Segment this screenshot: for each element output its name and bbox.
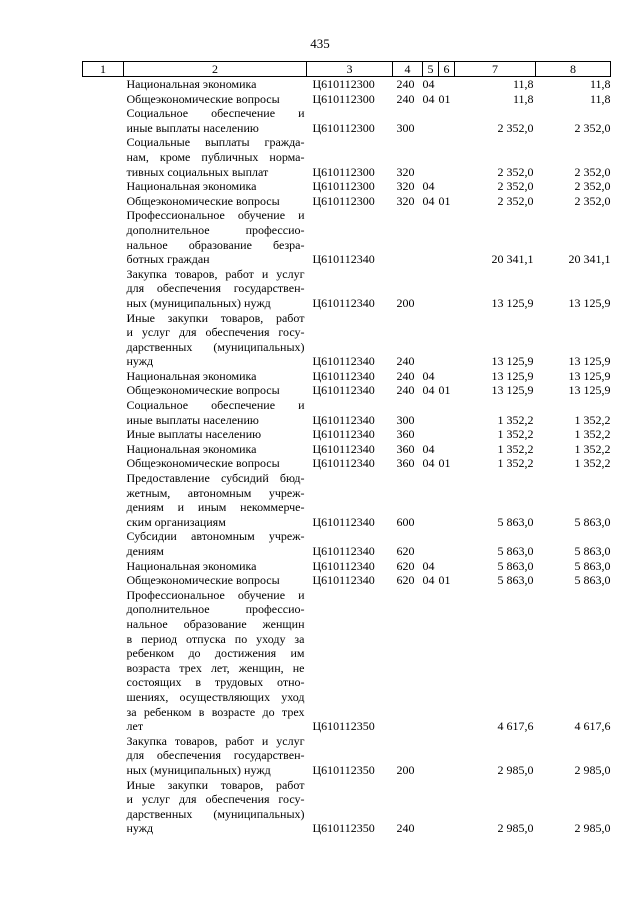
row-description xyxy=(124,778,307,836)
description-line: Иные закупки товаров, работ xyxy=(126,310,305,325)
description-line: Общеэкономические вопросы xyxy=(126,91,280,106)
section-code: 04 xyxy=(422,91,435,106)
expense-type-code: 240 xyxy=(396,821,415,836)
row-description xyxy=(124,267,307,311)
amount-col-7: 5 863,0 xyxy=(497,514,534,529)
table-row xyxy=(83,778,611,836)
table-row xyxy=(83,194,611,209)
row-number-cell xyxy=(83,456,124,471)
subsection-code xyxy=(439,398,455,427)
header-col-6: 6 xyxy=(439,62,455,77)
description-line: для обеспечения государствен- xyxy=(126,748,305,763)
amount-col-7: 1 352,2 xyxy=(497,441,534,456)
description-line: нужд xyxy=(126,354,154,369)
table-row xyxy=(83,369,611,384)
table-row xyxy=(83,92,611,107)
expense-type-code: 320 xyxy=(396,179,415,194)
amount-col-7: 13 125,9 xyxy=(491,354,534,369)
header-col-2: 2 xyxy=(124,62,307,77)
amount-col-7: 2 352,0 xyxy=(497,179,534,194)
target-article-code: Ц610112300 xyxy=(312,179,375,194)
description-line: лет xyxy=(126,719,144,734)
section-code: 04 xyxy=(422,368,435,383)
description-line: дополнительное профессио- xyxy=(126,222,305,237)
subsection-code xyxy=(439,471,455,529)
subsection-code: 01 xyxy=(438,573,451,588)
row-description xyxy=(124,559,307,574)
row-number-cell xyxy=(83,194,124,209)
description-line: иные выплаты населению xyxy=(126,120,259,135)
description-line: Национальная экономика xyxy=(126,77,257,91)
amount-col-8: 5 863,0 xyxy=(574,573,611,588)
row-description xyxy=(124,588,307,734)
section-code xyxy=(423,588,439,734)
table-row xyxy=(83,311,611,369)
description-line: ных (муниципальных) нужд xyxy=(126,295,271,310)
amount-col-7: 2 352,0 xyxy=(497,120,534,135)
description-line: Национальная экономика xyxy=(126,441,257,456)
target-article-code: Ц610112340 xyxy=(312,558,375,573)
description-line: иные выплаты населению xyxy=(126,412,259,427)
expense-type-code: 240 xyxy=(396,91,415,106)
table-row xyxy=(83,398,611,427)
row-description xyxy=(124,427,307,442)
table-row xyxy=(83,442,611,457)
section-code xyxy=(423,471,439,529)
amount-col-7: 1 352,2 xyxy=(497,456,534,471)
table-row xyxy=(83,471,611,529)
table-row xyxy=(83,208,611,266)
amount-col-8: 13 125,9 xyxy=(568,368,611,383)
description-line: Общеэкономические вопросы xyxy=(126,573,280,588)
amount-col-8: 2 352,0 xyxy=(574,120,611,135)
expense-type-code: 620 xyxy=(396,544,415,558)
row-description xyxy=(124,311,307,369)
section-code: 04 xyxy=(422,441,435,456)
header-col-1: 1 xyxy=(83,62,124,77)
row-number-cell xyxy=(83,529,124,558)
description-line: дениям xyxy=(126,544,164,558)
section-code xyxy=(423,778,439,836)
target-article-code: Ц610112300 xyxy=(312,77,375,91)
amount-col-8: 1 352,2 xyxy=(574,427,611,442)
description-line: в период отпуска по уходу за xyxy=(126,631,305,646)
amount-col-7: 5 863,0 xyxy=(497,544,534,558)
amount-col-8: 2 352,0 xyxy=(574,179,611,194)
table-row xyxy=(83,456,611,471)
target-article-code: Ц610112340 xyxy=(312,295,375,310)
row-description xyxy=(124,383,307,398)
expense-type-code: 240 xyxy=(396,77,415,91)
description-line: жетным, автономным учреж- xyxy=(126,485,305,500)
amount-col-7: 4 617,6 xyxy=(497,719,534,734)
description-line: дарственных (муниципальных) xyxy=(126,339,305,354)
table-row xyxy=(83,734,611,778)
table-row xyxy=(83,179,611,194)
row-description xyxy=(124,456,307,471)
description-line: Общеэкономические вопросы xyxy=(126,383,280,398)
amount-col-8: 11,8 xyxy=(589,91,611,106)
row-number-cell xyxy=(83,588,124,734)
table-row xyxy=(83,427,611,442)
expense-type-code: 200 xyxy=(396,295,415,310)
description-line: тивных социальных выплат xyxy=(126,164,269,179)
amount-col-7: 2 352,0 xyxy=(497,164,534,179)
target-article-code: Ц610112340 xyxy=(312,383,375,398)
description-line: ботных граждан xyxy=(126,252,210,267)
subsection-code xyxy=(439,559,455,574)
expense-type-code: 240 xyxy=(396,354,415,369)
subsection-code xyxy=(439,267,455,311)
row-number-cell xyxy=(83,778,124,836)
table-row xyxy=(83,135,611,179)
target-article-code: Ц610112340 xyxy=(312,544,375,558)
row-number-cell xyxy=(83,573,124,588)
description-line: ским организациям xyxy=(126,514,226,529)
subsection-code xyxy=(439,734,455,778)
target-article-code: Ц610112340 xyxy=(312,412,375,427)
target-article-code: Ц610112340 xyxy=(312,441,375,456)
amount-col-8: 13 125,9 xyxy=(568,383,611,398)
section-code: 04 xyxy=(422,383,435,398)
description-line: Общеэкономические вопросы xyxy=(126,456,280,471)
section-code xyxy=(423,398,439,427)
row-number-cell xyxy=(83,179,124,194)
description-line: нальное образование женщин xyxy=(126,616,305,631)
subsection-code xyxy=(439,778,455,836)
table-row xyxy=(83,383,611,398)
expense-type-code: 300 xyxy=(396,412,415,427)
description-line: для обеспечения государствен- xyxy=(126,281,305,296)
table-row xyxy=(83,267,611,311)
subsection-code xyxy=(439,427,455,442)
table-row xyxy=(83,573,611,588)
expense-type-code: 200 xyxy=(396,762,415,777)
description-line: нальное образование безра- xyxy=(126,237,305,252)
row-description xyxy=(124,442,307,457)
row-description xyxy=(124,734,307,778)
header-col-3: 3 xyxy=(307,62,393,77)
amount-col-8: 2 352,0 xyxy=(574,193,611,208)
description-line: дополнительное профессио- xyxy=(126,602,305,617)
description-line: Социальные выплаты гражда- xyxy=(126,135,305,150)
amount-col-7: 5 863,0 xyxy=(497,573,534,588)
target-article-code: Ц610112340 xyxy=(312,456,375,471)
amount-col-7: 2 352,0 xyxy=(497,193,534,208)
row-number-cell xyxy=(83,427,124,442)
row-description xyxy=(124,106,307,135)
description-line: состоящих в трудовых отно- xyxy=(126,675,305,690)
subsection-code xyxy=(439,369,455,384)
target-article-code: Ц610112340 xyxy=(312,573,375,588)
row-number-cell xyxy=(83,471,124,529)
section-code: 04 xyxy=(422,558,435,573)
description-line: Предоставление субсидий бюд- xyxy=(126,471,305,486)
description-line: Иные закупки товаров, работ xyxy=(126,777,305,792)
row-description xyxy=(124,194,307,209)
row-description xyxy=(124,208,307,266)
table-row xyxy=(83,106,611,135)
subsection-code: 01 xyxy=(438,91,451,106)
amount-col-7: 13 125,9 xyxy=(491,383,534,398)
section-code xyxy=(423,734,439,778)
subsection-code xyxy=(439,179,455,194)
amount-col-8: 1 352,2 xyxy=(574,441,611,456)
description-line: Профессиональное обучение и xyxy=(126,208,305,223)
subsection-code: 01 xyxy=(438,383,451,398)
table-row xyxy=(83,588,611,734)
amount-col-8: 13 125,9 xyxy=(568,295,611,310)
row-number-cell xyxy=(83,383,124,398)
description-line: нам, кроме публичных норма- xyxy=(126,149,305,164)
row-number-cell xyxy=(83,734,124,778)
target-article-code: Ц610112300 xyxy=(312,193,375,208)
description-line: Национальная экономика xyxy=(126,179,257,194)
header-row xyxy=(83,62,611,77)
subsection-code: 01 xyxy=(438,456,451,471)
amount-col-8: 1 352,2 xyxy=(574,412,611,427)
description-line: возраста трех лет, женщин, не xyxy=(126,660,305,675)
amount-col-8: 20 341,1 xyxy=(568,252,611,267)
row-number-cell xyxy=(83,106,124,135)
description-line: Социальное обеспечение и xyxy=(126,106,305,121)
header-col-7: 7 xyxy=(455,62,536,77)
amount-col-8: 5 863,0 xyxy=(574,514,611,529)
header-col-5: 5 xyxy=(423,62,439,77)
table-header xyxy=(83,62,611,77)
target-article-code: Ц610112340 xyxy=(312,368,375,383)
target-article-code: Ц610112300 xyxy=(312,120,375,135)
description-line: ных (муниципальных) нужд xyxy=(126,762,271,777)
target-article-code: Ц610112300 xyxy=(312,164,375,179)
row-number-cell xyxy=(83,208,124,266)
target-article-code: Ц610112350 xyxy=(312,821,375,836)
amount-col-7: 11,8 xyxy=(512,77,534,91)
amount-col-7: 13 125,9 xyxy=(491,368,534,383)
description-line: дарственных (муниципальных) xyxy=(126,806,305,821)
subsection-code xyxy=(439,135,455,179)
target-article-code: Ц610112350 xyxy=(312,762,375,777)
amount-col-8: 13 125,9 xyxy=(568,354,611,369)
row-description xyxy=(124,135,307,179)
row-description xyxy=(124,529,307,558)
page-number: 435 xyxy=(310,36,330,51)
expense-type-code: 300 xyxy=(396,120,415,135)
description-line: шениях, осуществляющих уход xyxy=(126,689,305,704)
description-line: Иные выплаты населению xyxy=(126,427,262,442)
row-description xyxy=(124,471,307,529)
row-description xyxy=(124,179,307,194)
table-body xyxy=(83,77,611,836)
subsection-code: 01 xyxy=(438,193,451,208)
description-line: Социальное обеспечение и xyxy=(126,398,305,413)
row-number-cell xyxy=(83,267,124,311)
row-number-cell xyxy=(83,559,124,574)
subsection-code xyxy=(439,311,455,369)
subsection-code xyxy=(439,77,455,92)
amount-col-8: 2 352,0 xyxy=(574,164,611,179)
budget-table xyxy=(82,61,611,836)
table-row xyxy=(83,559,611,574)
target-article-code: Ц610112350 xyxy=(312,719,375,734)
amount-col-8: 11,8 xyxy=(589,77,611,91)
row-number-cell xyxy=(83,77,124,92)
description-line: и услуг для обеспечения госу- xyxy=(126,325,305,340)
section-code: 04 xyxy=(422,573,435,588)
target-article-code: Ц610112300 xyxy=(312,91,375,106)
amount-col-7: 20 341,1 xyxy=(491,252,534,267)
amount-col-7: 11,8 xyxy=(512,91,534,106)
expense-type-code: 320 xyxy=(396,193,415,208)
description-line: Национальная экономика xyxy=(126,558,257,573)
table-row xyxy=(83,529,611,558)
row-description xyxy=(124,398,307,427)
subsection-code xyxy=(439,442,455,457)
row-description xyxy=(124,369,307,384)
subsection-code xyxy=(439,106,455,135)
section-code xyxy=(423,427,439,442)
amount-col-7: 5 863,0 xyxy=(497,558,534,573)
description-line: нужд xyxy=(126,821,154,836)
section-code xyxy=(423,135,439,179)
section-code xyxy=(423,529,439,558)
table-row xyxy=(83,77,611,92)
row-number-cell xyxy=(83,311,124,369)
expense-type-code: 620 xyxy=(396,558,415,573)
row-number-cell xyxy=(83,442,124,457)
expense-type-code: 360 xyxy=(396,427,415,442)
expense-type-code xyxy=(393,588,423,734)
expense-type-code: 600 xyxy=(396,514,415,529)
description-line: Общеэкономические вопросы xyxy=(126,193,280,208)
target-article-code: Ц610112340 xyxy=(312,514,375,529)
amount-col-8: 5 863,0 xyxy=(574,558,611,573)
section-code xyxy=(423,267,439,311)
expense-type-code xyxy=(393,208,423,266)
amount-col-8: 4 617,6 xyxy=(574,719,611,734)
description-line: ребенком до достижения им xyxy=(126,646,305,661)
row-number-cell xyxy=(83,369,124,384)
header-col-4: 4 xyxy=(393,62,423,77)
expense-type-code: 620 xyxy=(396,573,415,588)
header-col-8: 8 xyxy=(536,62,611,77)
amount-col-8: 1 352,2 xyxy=(574,456,611,471)
section-code xyxy=(423,106,439,135)
amount-col-7: 2 985,0 xyxy=(497,762,534,777)
amount-col-8: 2 985,0 xyxy=(574,762,611,777)
description-line: Национальная экономика xyxy=(126,368,257,383)
subsection-code xyxy=(439,588,455,734)
expense-type-code: 360 xyxy=(396,441,415,456)
target-article-code: Ц610112340 xyxy=(312,252,375,267)
description-line: за ребенком в возрасте до трех xyxy=(126,704,305,719)
section-code xyxy=(423,208,439,266)
amount-col-7: 1 352,2 xyxy=(497,427,534,442)
section-code xyxy=(423,311,439,369)
subsection-code xyxy=(439,208,455,266)
description-line: Закупка товаров, работ и услуг xyxy=(126,733,305,748)
amount-col-8: 5 863,0 xyxy=(574,544,611,558)
row-description xyxy=(124,573,307,588)
description-line: Закупка товаров, работ и услуг xyxy=(126,266,305,281)
row-description xyxy=(124,77,307,92)
amount-col-8: 2 985,0 xyxy=(574,821,611,836)
section-code: 04 xyxy=(422,77,435,91)
target-article-code: Ц610112340 xyxy=(312,354,375,369)
amount-col-7: 1 352,2 xyxy=(497,412,534,427)
section-code: 04 xyxy=(422,179,435,194)
amount-col-7: 2 985,0 xyxy=(497,821,534,836)
expense-type-code: 240 xyxy=(396,368,415,383)
row-number-cell xyxy=(83,92,124,107)
amount-col-7: 13 125,9 xyxy=(491,295,534,310)
description-line: Профессиональное обучение и xyxy=(126,587,305,602)
description-line: дениям и иным некоммерче- xyxy=(126,500,305,515)
expense-type-code: 320 xyxy=(396,164,415,179)
expense-type-code: 240 xyxy=(396,383,415,398)
description-line: и услуг для обеспечения госу- xyxy=(126,792,305,807)
section-code: 04 xyxy=(422,456,435,471)
subsection-code xyxy=(439,529,455,558)
expense-type-code: 360 xyxy=(396,456,415,471)
section-code: 04 xyxy=(422,193,435,208)
description-line: Субсидии автономным учреж- xyxy=(126,529,305,544)
row-description xyxy=(124,92,307,107)
target-article-code: Ц610112340 xyxy=(312,427,375,442)
row-number-cell xyxy=(83,398,124,427)
row-number-cell xyxy=(83,135,124,179)
